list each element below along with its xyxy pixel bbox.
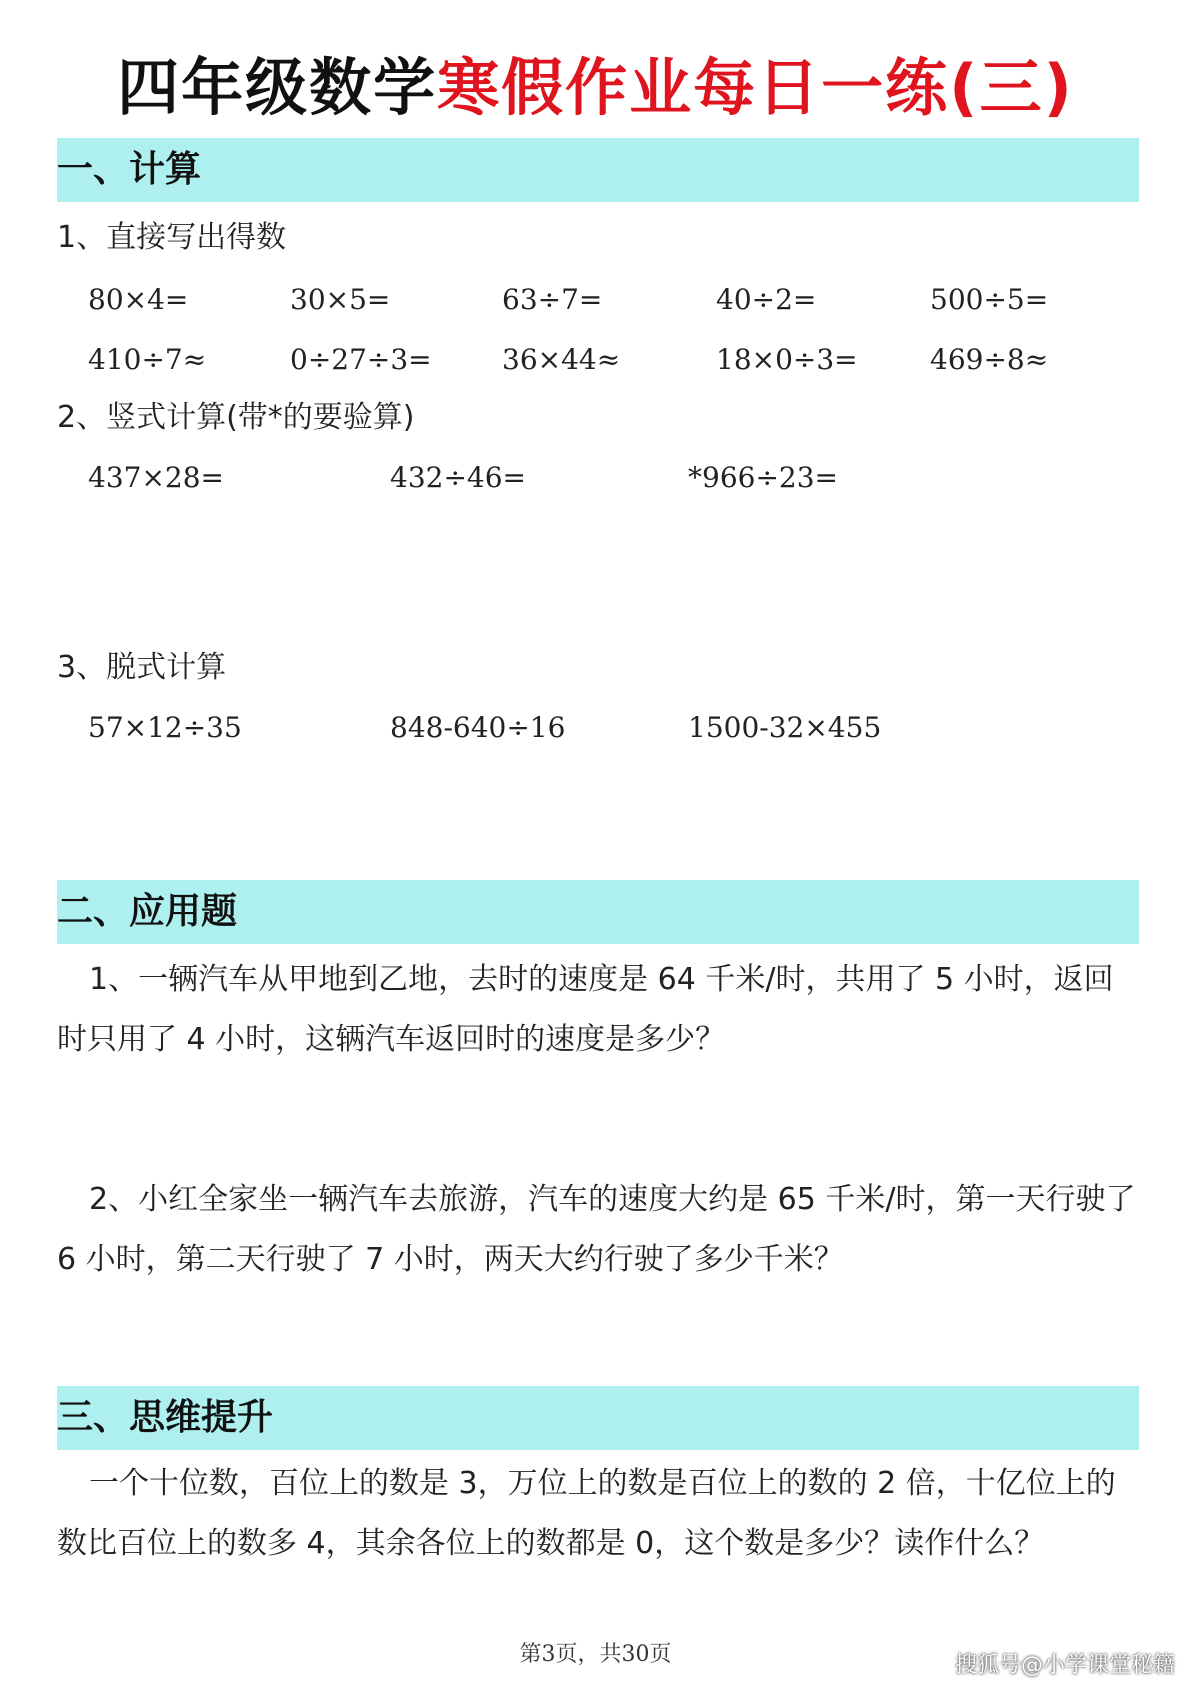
q1-expr: 500÷5= (930, 283, 1049, 316)
thinking-problem: 一个十位数，百位上的数是 3，万位上的数是百位上的数的 2 倍，十亿位上的数比百位上的数多 4，其余各位上的数都是 0，这个数是多少？读作什么？ (57, 1466, 1116, 1561)
word-problem-1: 1、一辆汽车从甲地到乙地，去时的速度是 64 千米/时，共用了 5 小时，返回时只用了 4 小时，这辆汽车返回时的速度是多少？ (57, 962, 1114, 1057)
q3-expr: 57×12÷35 (88, 711, 242, 744)
q3-expr: 1500-32×455 (688, 711, 882, 744)
title-topic: 寒假作业每日一练(三) (437, 51, 1074, 124)
q1-label: 1、直接写出得数 (57, 220, 287, 255)
page-footer: 第3页，共30页 (519, 1642, 672, 1667)
word-problem-2: 2、小红全家坐一辆汽车去旅游，汽车的速度大约是 65 千米/时，第一天行驶了 6 小时，第二天行驶了 7 小时，两天大约行驶了多少千米？ (57, 1182, 1136, 1277)
q1-expr: 18×0÷3= (716, 343, 858, 376)
q1-expr: 469÷8≈ (930, 343, 1049, 376)
q1-expr: 36×44≈ (502, 343, 621, 376)
q2-expr: 437×28= (88, 461, 224, 494)
source-watermark: 搜狐号@小学课堂秘籍 (954, 1653, 1175, 1678)
q2-label: 2、竖式计算(带*的要验算) (57, 400, 415, 435)
q3-label: 3、脱式计算 (57, 650, 227, 685)
section1-heading: 一、计算 (57, 149, 202, 190)
q1-expr: 80×4= (88, 283, 189, 316)
q3-expr: 848-640÷16 (390, 711, 566, 744)
q1-expr: 0÷27÷3= (290, 343, 432, 376)
section2-heading: 二、应用题 (57, 891, 238, 932)
q1-expr: 63÷7= (502, 283, 603, 316)
section1-band (57, 138, 1139, 202)
q1-expr: 40÷2= (716, 283, 817, 316)
page-title (0, 48, 1191, 128)
q2-expr: *966÷23= (688, 461, 838, 494)
title-grade: 四年级数学 (117, 51, 438, 124)
section3-heading: 三、思维提升 (57, 1397, 274, 1438)
q2-expr: 432÷46= (390, 461, 526, 494)
q1-expr: 30×5= (290, 283, 391, 316)
q1-expr: 410÷7≈ (88, 343, 207, 376)
